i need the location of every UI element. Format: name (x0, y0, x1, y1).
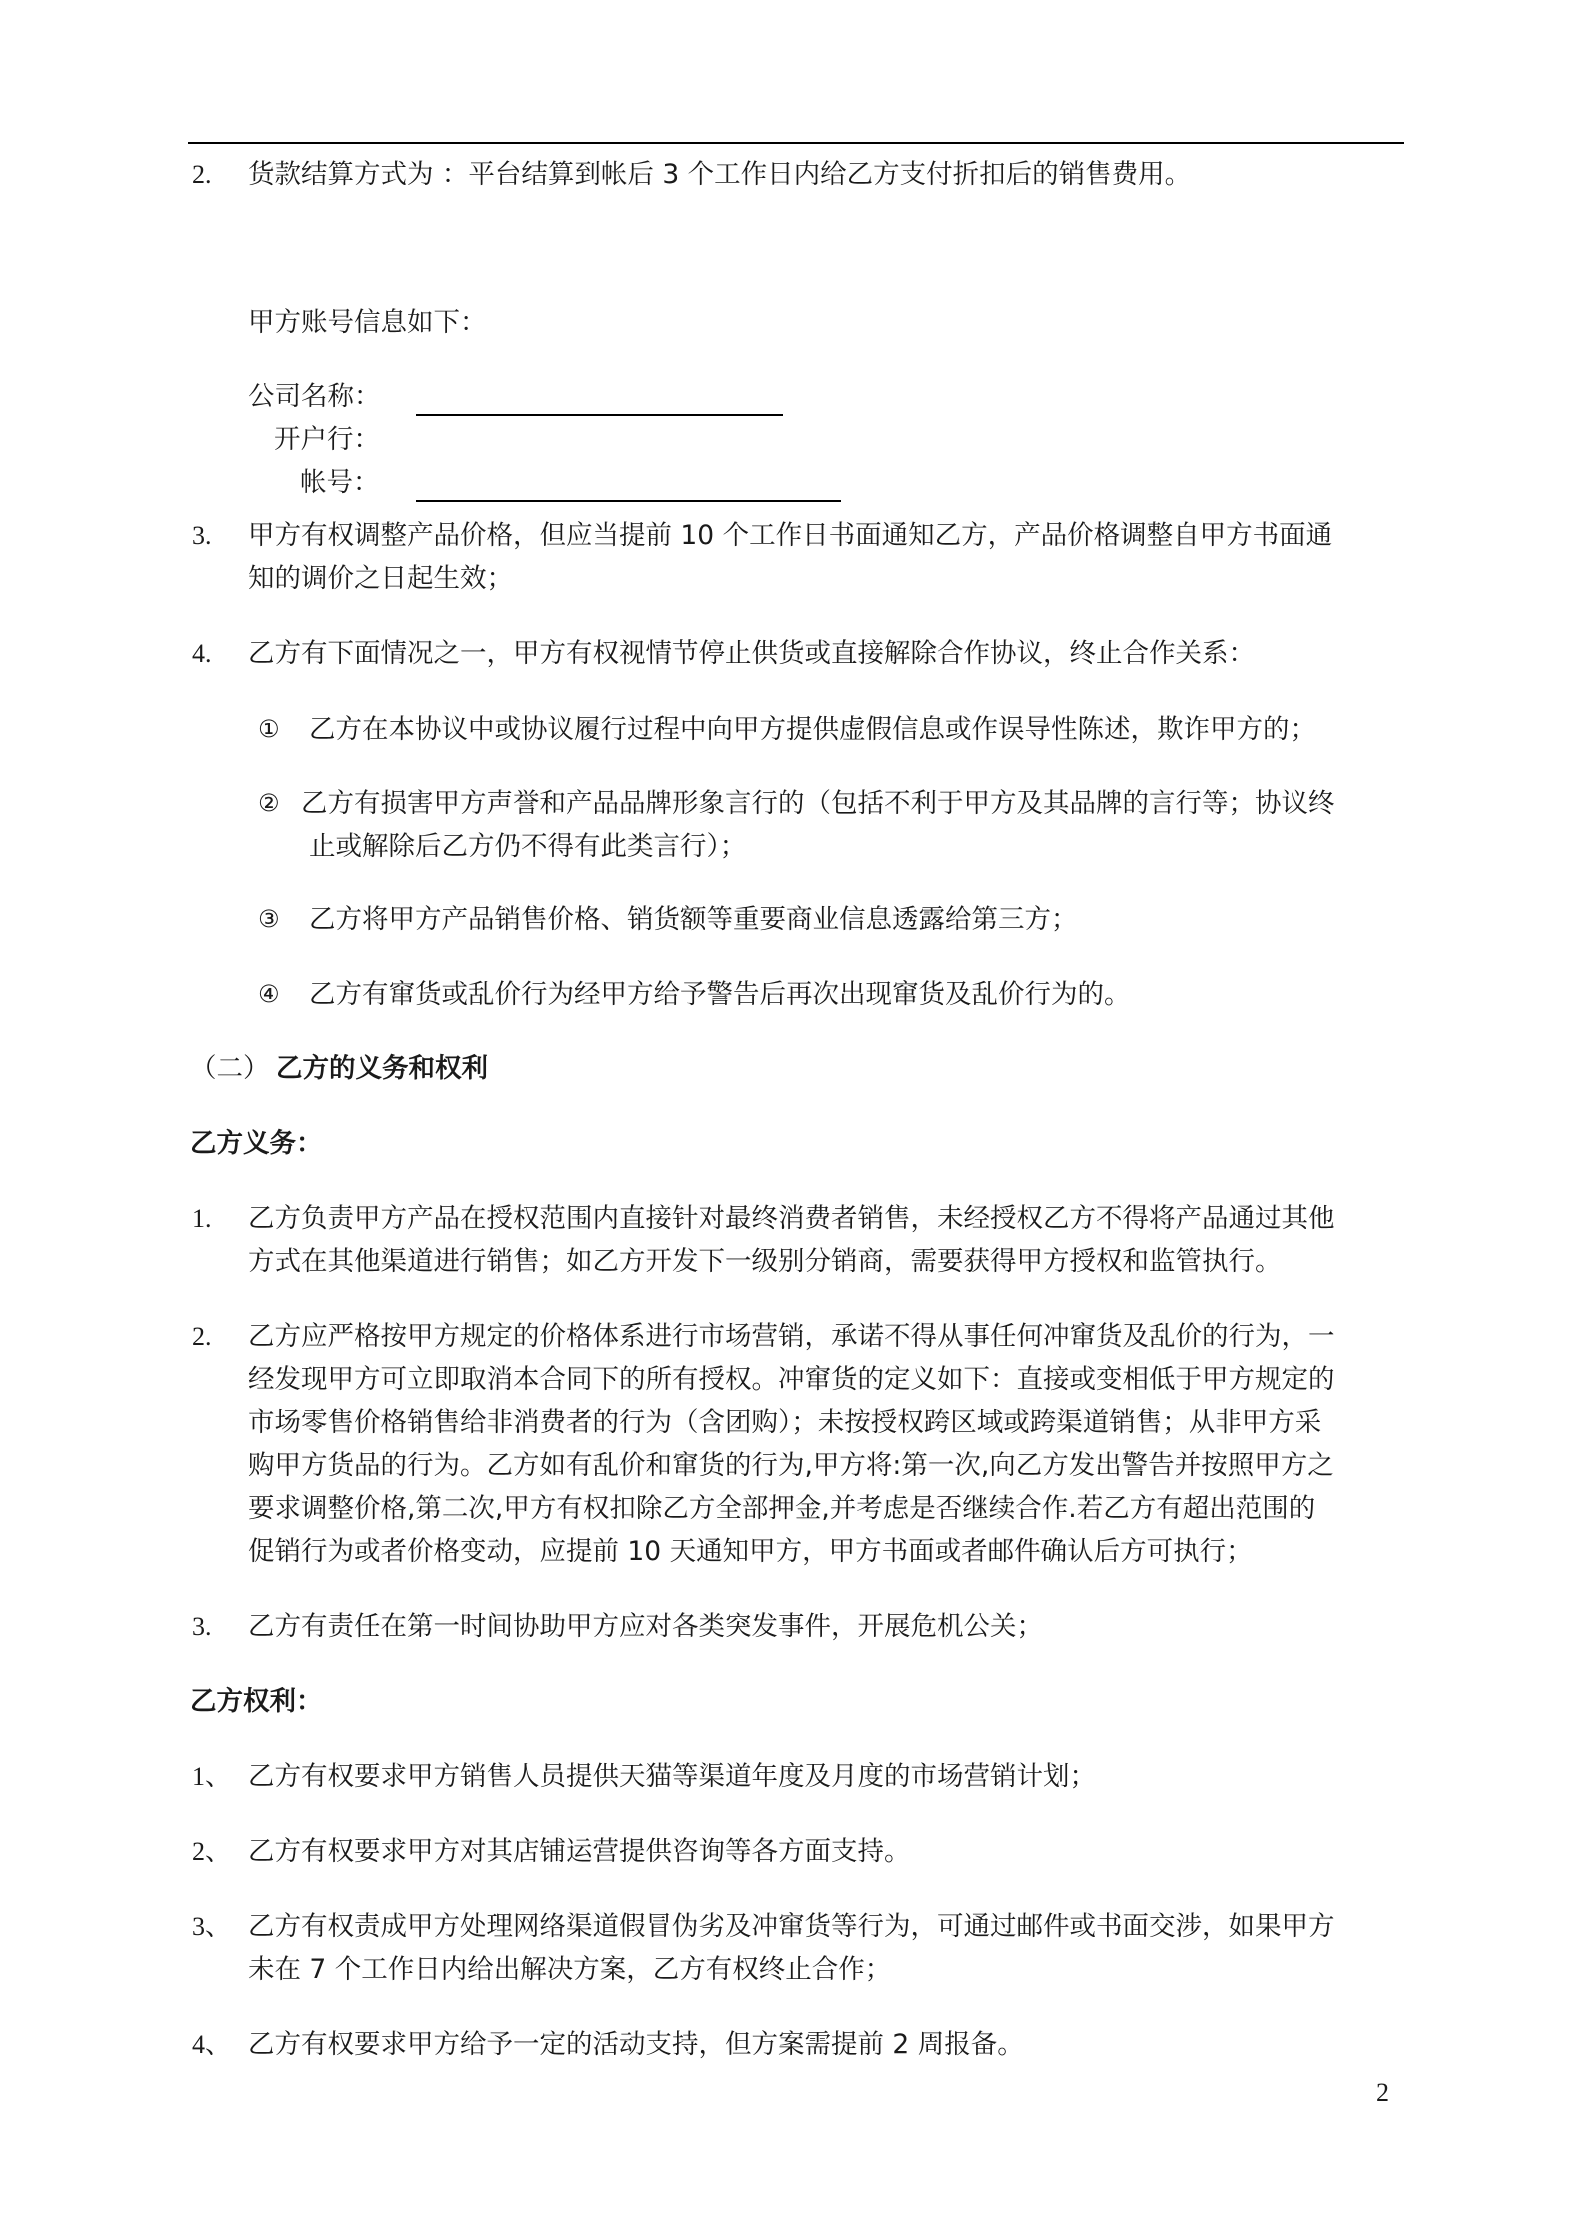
header-rule (188, 142, 1404, 144)
duty-2-line-1: 乙方应严格按甲方规定的价格体系进行市场营销，承诺不得从事任何冲窜货及乱价的行为，一 (248, 1321, 1335, 1352)
duty-2-line-2: 经发现甲方可立即取消本合同下的所有授权。冲窜货的定义如下：直接或变相低于甲方规定的 (248, 1364, 1335, 1395)
right-3-line-1: 乙方有权责成甲方处理网络渠道假冒伪劣及冲窜货等行为，可通过邮件或书面交涉，如果甲方 (248, 1911, 1335, 1942)
account-number-blank (416, 500, 841, 502)
item-number: 1、 (192, 1762, 232, 1791)
duties-heading: 乙方义务： (190, 1128, 323, 1159)
rights-heading: 乙方权利： (190, 1686, 323, 1717)
item-number: 4. (192, 639, 212, 668)
duty-2-line-5: 要求调整价格,第二次,甲方有权扣除乙方全部押金,并考虑是否继续合作.若乙方有超出范围的 (248, 1493, 1316, 1524)
price-adjust-line-2: 知的调价之日起生效； (248, 563, 513, 594)
section-title: 乙方的义务和权利 (276, 1053, 488, 1084)
duty-1-line-2: 方式在其他渠道进行销售；如乙方开发下一级别分销商，需要获得甲方授权和监管执行。 (248, 1246, 1282, 1277)
item-number: 3. (192, 1612, 212, 1641)
duty-2-line-4: 购甲方货品的行为。乙方如有乱价和窜货的行为,甲方将:第一次,向乙方发出警告并按照甲方之 (248, 1450, 1334, 1481)
duty-2-line-3: 市场零售价格销售给非消费者的行为（含团购）；未按授权跨区域或跨渠道销售；从非甲方采 (248, 1407, 1322, 1438)
item-number: 4、 (192, 2030, 232, 2059)
condition-1-text: 乙方在本协议中或协议履行过程中向甲方提供虚假信息或作误导性陈述，欺诈甲方的； (309, 714, 1316, 745)
price-adjust-line-1: 甲方有权调整产品价格，但应当提前 10 个工作日书面通知乙方，产品价格调整自甲方书面通 (248, 520, 1333, 551)
circled-mark: ④ (258, 980, 280, 1008)
payment-terms-text: 货款结算方式为 ：平台结算到帐后 3 个工作日内给乙方支付折扣后的销售费用。 (248, 159, 1192, 190)
condition-4-text: 乙方有窜货或乱价行为经甲方给予警告后再次出现窜货及乱价行为的。 (309, 979, 1131, 1010)
duty-3-text: 乙方有责任在第一时间协助甲方应对各类突发事件，开展危机公关； (248, 1611, 1043, 1642)
right-4-text: 乙方有权要求甲方给予一定的活动支持，但方案需提前 2 周报备。 (248, 2029, 1024, 2060)
company-name-blank (416, 414, 783, 416)
account-intro: 甲方账号信息如下： (248, 307, 487, 338)
item-number: 1. (192, 1204, 212, 1233)
company-name-label: 公司名称： (248, 381, 381, 412)
circled-mark: ① (258, 715, 280, 743)
item-number: 3、 (192, 1912, 232, 1941)
item-number: 2、 (192, 1837, 232, 1866)
item-number: 2. (192, 160, 212, 189)
right-3-line-2: 未在 7 个工作日内给出解决方案，乙方有权终止合作； (248, 1954, 892, 1985)
duty-1-line-1: 乙方负责甲方产品在授权范围内直接针对最终消费者销售，未经授权乙方不得将产品通过其他 (248, 1203, 1335, 1234)
circled-mark: ③ (258, 905, 280, 933)
right-1-text: 乙方有权要求甲方销售人员提供天猫等渠道年度及月度的市场营销计划； (248, 1761, 1096, 1792)
termination-text: 乙方有下面情况之一，甲方有权视情节停止供货或直接解除合作协议，终止合作关系： (248, 638, 1255, 669)
section-mark: （二） (190, 1053, 270, 1084)
item-number: 3. (192, 521, 212, 550)
condition-2-line-1: 乙方有损害甲方声誉和产品品牌形象言行的（包括不利于甲方及其品牌的言行等；协议终 (301, 788, 1335, 819)
condition-2-line-2: 止或解除后乙方仍不得有此类言行）； (309, 831, 747, 862)
duty-2-line-6: 促销行为或者价格变动，应提前 10 天通知甲方，甲方书面或者邮件确认后方可执行； (248, 1536, 1253, 1567)
circled-mark: ② (258, 789, 280, 817)
account-number-label: 帐号： (300, 467, 380, 498)
item-number: 2. (192, 1322, 212, 1351)
bank-label: 开户行： (274, 424, 380, 455)
condition-3-text: 乙方将甲方产品销售价格、销货额等重要商业信息透露给第三方； (309, 904, 1078, 935)
right-2-text: 乙方有权要求甲方对其店铺运营提供咨询等各方面支持。 (248, 1836, 911, 1867)
page-number: 2 (1376, 2078, 1389, 2107)
